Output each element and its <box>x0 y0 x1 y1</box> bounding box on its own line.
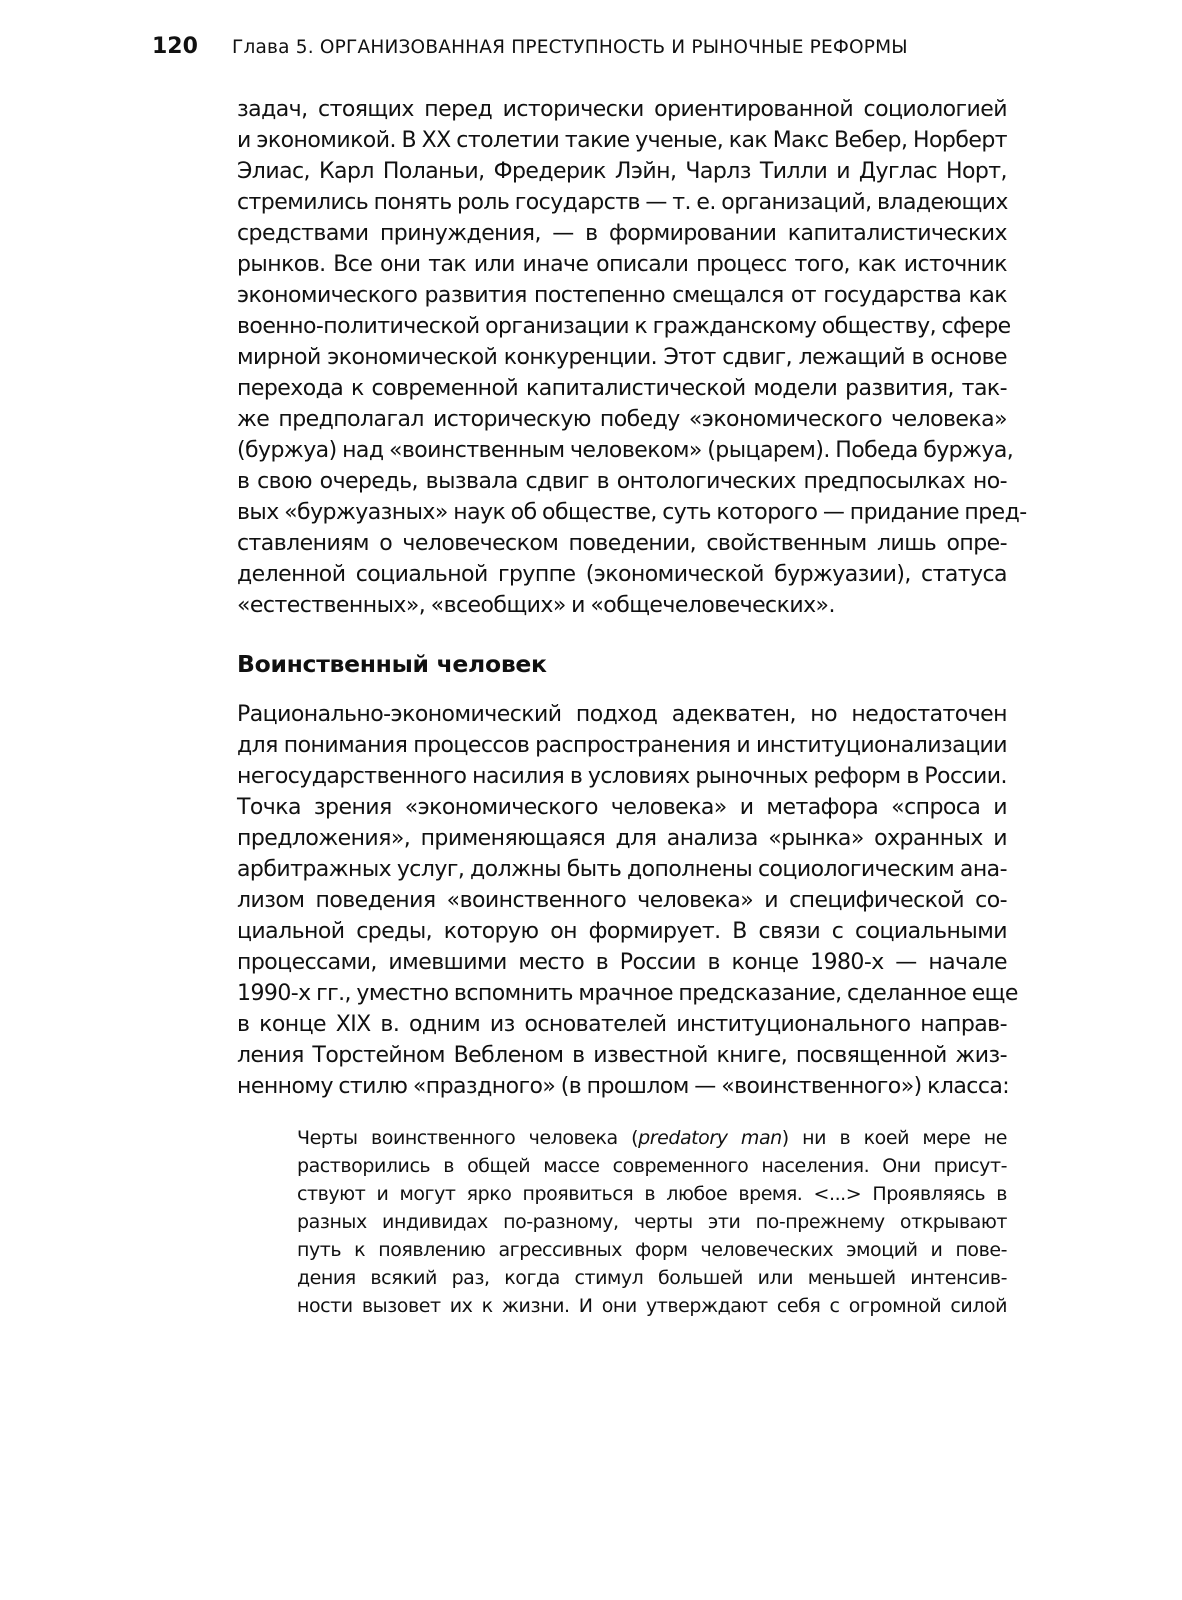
chapter-title: Глава 5. ОРГАНИЗОВАННАЯ ПРЕСТУПНОСТЬ И РЫНОЧНЫЕ РЕФОРМЫ <box>232 37 908 58</box>
text-line: Точка зрения «экономического человека» и метафора «спроса и <box>237 795 1007 820</box>
text-line: ления Торстейном Вебленом в известной книге, посвященной жиз- <box>237 1043 1007 1068</box>
text-line: арбитражных услуг, должны быть дополнены социологическим ана- <box>237 857 1007 882</box>
quote-line: растворились в общей массе современного населения. Они присут- <box>297 1155 1007 1177</box>
text-line: (буржуа) над «воинственным человеком» (рыцарем). Победа буржуа, <box>237 438 1014 463</box>
text-line: процессами, имевшими место в России в конце 1980-х — начале <box>237 950 1007 975</box>
running-head <box>152 34 1032 64</box>
section-heading: Воинственный человек <box>237 650 547 678</box>
text-line: Элиас, Карл Поланьи, Фредерик Лэйн, Чарлз Тилли и Дуглас Норт, <box>237 159 1007 184</box>
paragraph-intro <box>237 94 1027 621</box>
text-line: ненному стилю «праздного» (в прошлом — «воинственного») класса: <box>237 1074 1010 1099</box>
text-line: Рационально-экономический подход адекватен, но недостаточен <box>237 702 1007 727</box>
text-line: негосударственного насилия в условиях рыночных реформ в России. <box>237 764 1007 789</box>
text-line: экономического развития постепенно смещался от государства как <box>237 283 1007 308</box>
text-line: в свою очередь, вызвала сдвиг в онтологических предпосылках но- <box>237 469 1007 494</box>
text-line: лизом поведения «воинственного человека» и специфической со- <box>237 888 1007 913</box>
quote-italic-term: predatory man <box>638 1127 782 1149</box>
text-line: средствами принуждения, — в формировании капиталистических <box>237 221 1007 246</box>
page-number: 120 <box>152 34 198 59</box>
text-line: военно-политической организации к гражданскому обществу, сфере <box>237 314 1011 339</box>
quote-line: ности вызовет их к жизни. И они утверждают себя с огромной силой <box>297 1295 1007 1317</box>
text-line: ставлениям о человеческом поведении, свойственным лишь опре- <box>237 531 1007 556</box>
text-line: деленной социальной группе (экономической буржуазии), статуса <box>237 562 1007 587</box>
paragraph-section <box>237 699 1018 1102</box>
quote-line: разных индивидах по-разному, черты эти по-прежнему открывают <box>297 1211 1007 1233</box>
text-line: задач, стоящих перед исторически ориентированной социологией <box>237 97 1007 122</box>
text-line: и экономикой. В XX столетии такие ученые, как Макс Вебер, Норберт <box>237 128 1007 153</box>
text-line: мирной экономической конкуренции. Этот сдвиг, лежащий в основе <box>237 345 1007 370</box>
quote-line <box>297 1124 1007 1152</box>
text-line: циальной среды, которую он формирует. В связи с социальными <box>237 919 1007 944</box>
text-line: «естественных», «всеобщих» и «общечеловеческих». <box>237 593 835 618</box>
text-line: стремились понять роль государств — т. е. организаций, владеющих <box>237 190 1008 215</box>
text-line: же предполагал историческую победу «экономического человека» <box>237 407 1007 432</box>
text-line: в конце XIX в. одним из основателей институционального направ- <box>237 1012 1007 1037</box>
quote-line: ствуют и могут ярко проявиться в любое время. <...> Проявляясь в <box>297 1183 1007 1205</box>
block-quote <box>297 1124 1007 1320</box>
text-line: рынков. Все они так или иначе описали процесс того, как источник <box>237 252 1007 277</box>
quote-text: Черты воинственного человека ( <box>297 1127 639 1149</box>
text-line: 1990-х гг., уместно вспомнить мрачное предсказание, сделанное еще <box>237 981 1018 1006</box>
quote-line: путь к появлению агрессивных форм человеческих эмоций и пове- <box>297 1239 1007 1261</box>
text-line: для понимания процессов распространения и институционализации <box>237 733 1007 758</box>
text-line: вых «буржуазных» наук об обществе, суть которого — придание пред- <box>237 500 1027 525</box>
text-line: предложения», применяющаяся для анализа «рынка» охранных и <box>237 826 1007 851</box>
text-line: перехода к современной капиталистической модели развития, так- <box>237 376 1007 401</box>
quote-text: ) ни в коей мере не <box>781 1127 1008 1149</box>
quote-line: дения всякий раз, когда стимул большей или меньшей интенсив- <box>297 1267 1007 1289</box>
